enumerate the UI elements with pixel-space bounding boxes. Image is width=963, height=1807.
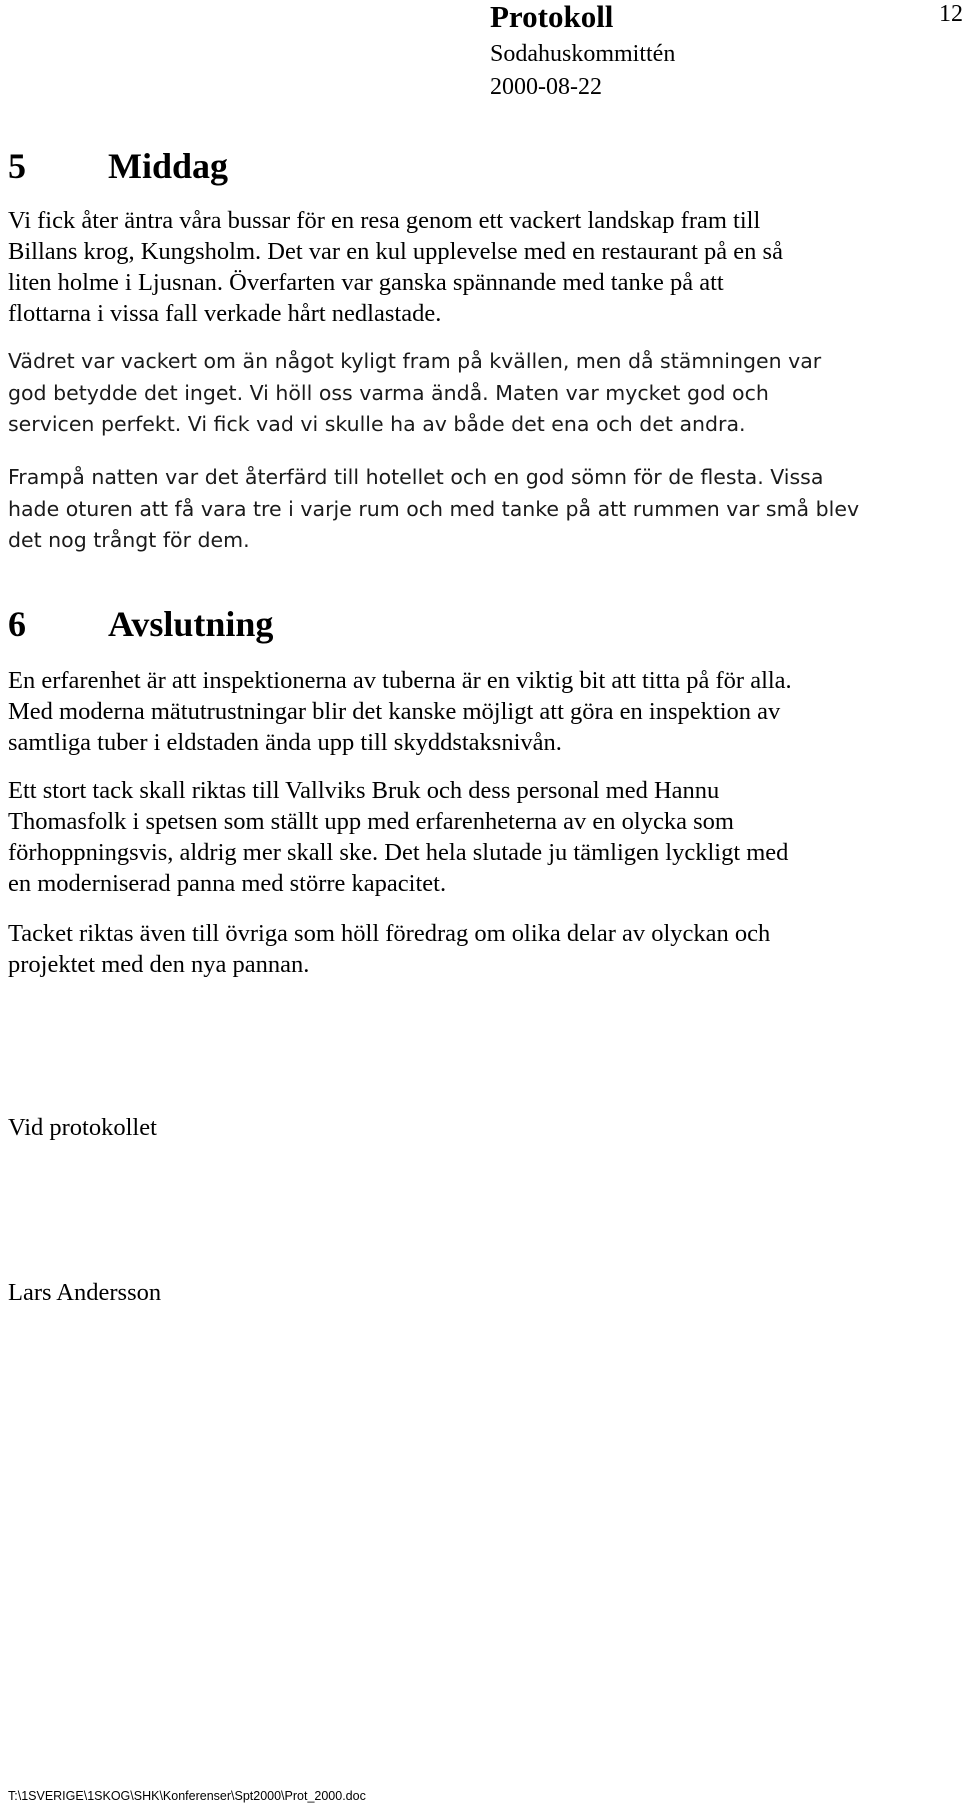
- paragraph-line: hade oturen att få vara tre i varje rum och med tanke på att rummen var små blev: [8, 496, 860, 521]
- section-title: Avslutning: [108, 604, 274, 644]
- paragraph-line: en moderniserad panna med större kapacitet.: [8, 870, 447, 897]
- document-date: 2000-08-22: [490, 74, 602, 100]
- paragraph-line: liten holme i Ljusnan. Överfarten var ganska spännande med tanke på att: [8, 269, 724, 296]
- section-number: 5: [8, 146, 26, 186]
- section-heading-middag: [8, 146, 228, 186]
- document-title: Protokoll: [490, 0, 614, 34]
- paragraph-line: god betydde det inget. Vi höll oss varma ändå. Maten var mycket god och: [8, 380, 769, 405]
- signature-label: Vid protokollet: [8, 1114, 157, 1141]
- paragraph-line: En erfarenhet är att inspektionerna av tuberna är en viktig bit att titta på för alla.: [8, 667, 792, 694]
- paragraph-line: servicen perfekt. Vi fick vad vi skulle ha av både det ena och det andra.: [8, 412, 746, 436]
- paragraph-line: flottarna i vissa fall verkade hårt nedlastade.: [8, 300, 442, 327]
- paragraph: [8, 775, 958, 899]
- paragraph-line: förhoppningsvis, aldrig mer skall ske. Det hela slutade ju tämligen lyckligt med: [8, 839, 789, 866]
- section-heading-avslutning: [8, 604, 273, 644]
- paragraph-line: Med moderna mätutrustningar blir det kanske möjligt att göra en inspektion av: [8, 698, 781, 725]
- signature-name: Lars Andersson: [8, 1279, 162, 1306]
- paragraph-line: Billans krog, Kungsholm. Det var en kul upplevelse med en restaurant på en så: [8, 238, 783, 265]
- paragraph-line: Ett stort tack skall riktas till Vallviks Bruk och dess personal med Hannu: [8, 777, 720, 804]
- paragraph-line: Vi fick åter äntra våra bussar för en resa genom ett vackert landskap fram till: [8, 207, 761, 234]
- paragraph-line: Vädret var vackert om än något kyligt fram på kvällen, men då stämningen var: [8, 349, 822, 373]
- paragraph: [8, 346, 958, 441]
- paragraph: [8, 205, 958, 329]
- paragraph: [8, 665, 958, 758]
- paragraph-line: det nog trångt för dem.: [8, 528, 250, 552]
- paragraph: [8, 918, 958, 980]
- paragraph: [8, 462, 958, 557]
- section-title: Middag: [108, 146, 229, 186]
- footer-file-path: T:\1SVERIGE\1SKOG\SHK\Konferenser\Spt2000\Prot_2000.doc: [8, 1789, 366, 1803]
- paragraph-line: Frampå natten var det återfärd till hotellet och en god sömn för de flesta. Vissa: [8, 465, 824, 489]
- paragraph-line: Thomasfolk i spetsen som ställt upp med erfarenheterna av en olycka som: [8, 808, 734, 835]
- committee-name: Sodahuskommittén: [490, 41, 676, 67]
- paragraph-line: projektet med den nya pannan.: [8, 951, 310, 978]
- section-number: 6: [8, 604, 26, 644]
- paragraph-line: Tacket riktas även till övriga som höll föredrag om olika delar av olyckan och: [8, 920, 771, 947]
- paragraph-line: samtliga tuber i eldstaden ända upp till skyddstaksnivån.: [8, 729, 562, 756]
- page-number: 12: [939, 1, 963, 27]
